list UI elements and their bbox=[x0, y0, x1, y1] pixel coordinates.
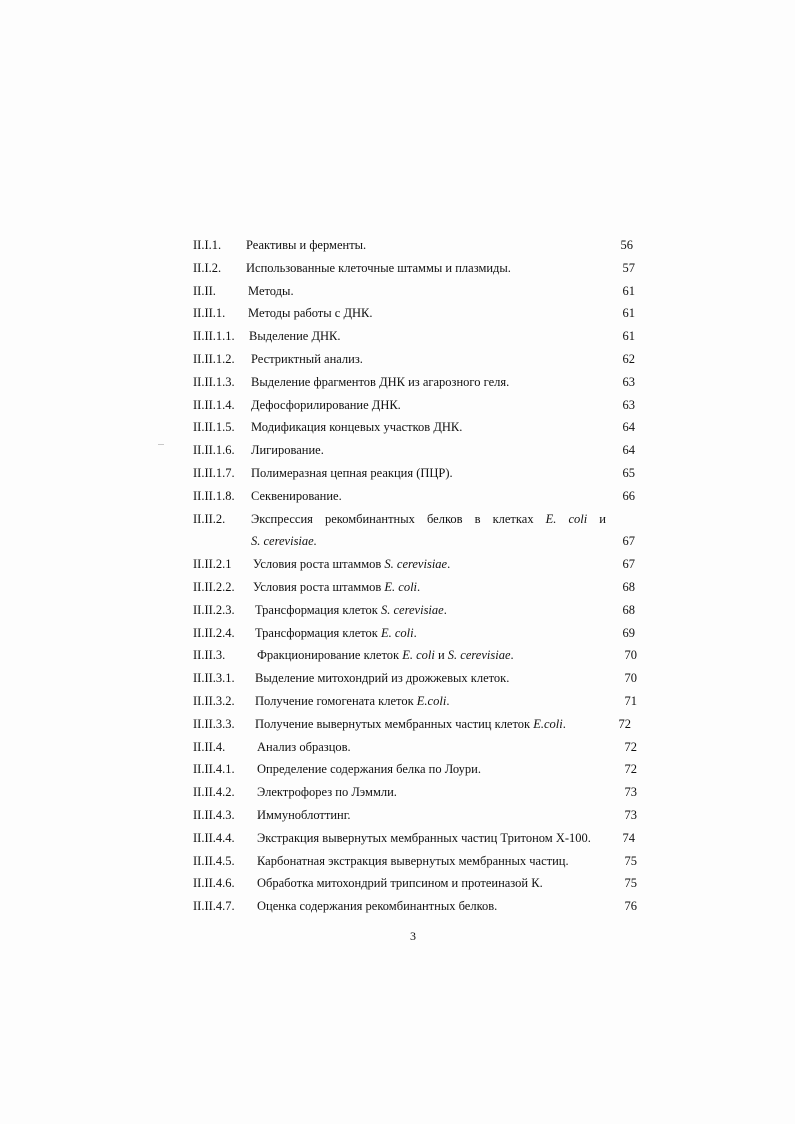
toc-title: Модификация концевых участков ДНК. bbox=[251, 420, 463, 435]
toc-row bbox=[193, 257, 643, 280]
toc-number: II.II.1.6. bbox=[193, 443, 235, 458]
toc-number: II.II.4.5. bbox=[193, 853, 235, 868]
toc-number: II.II.3.3. bbox=[193, 716, 235, 731]
toc-number: II.II.2.2. bbox=[193, 579, 235, 594]
toc-title: Условия роста штаммов S. cerevisiae. bbox=[253, 557, 451, 572]
toc-number: II.II.4.3. bbox=[193, 807, 235, 822]
toc-page: 56 bbox=[620, 238, 633, 252]
toc-number: II.II.1.8. bbox=[193, 488, 235, 503]
toc-row bbox=[193, 872, 643, 895]
toc-page: 66 bbox=[622, 488, 635, 503]
toc-title: Использованные клеточные штаммы и плазмиды. bbox=[246, 260, 511, 275]
toc-page: 61 bbox=[622, 283, 635, 298]
scan-artifact bbox=[158, 444, 164, 445]
toc-row bbox=[193, 394, 643, 417]
toc-page: 71 bbox=[624, 693, 637, 708]
toc-row bbox=[193, 302, 643, 325]
toc-title: Секвенирование. bbox=[251, 488, 342, 503]
toc-title: Карбонатная экстракция вывернутых мембранных частиц. bbox=[257, 853, 569, 868]
toc-number: II.II.1.5. bbox=[193, 420, 235, 435]
toc-page: 63 bbox=[622, 397, 635, 412]
toc-page: 62 bbox=[622, 351, 635, 366]
toc-title: Трансформация клеток S. cerevisiae. bbox=[255, 602, 447, 617]
toc-page: 65 bbox=[622, 465, 635, 480]
toc-title: Получение гомогената клеток E.coli. bbox=[255, 693, 450, 708]
toc-number: II.II.1. bbox=[193, 306, 226, 321]
toc-number: II.II.4. bbox=[193, 739, 226, 754]
toc-row bbox=[193, 850, 643, 873]
toc-row bbox=[193, 713, 643, 736]
toc-title: Экстракция вывернутых мембранных частиц Тритоном Х-100. bbox=[257, 830, 591, 845]
toc-number: II.II.4.1. bbox=[193, 762, 235, 777]
toc-row bbox=[193, 804, 643, 827]
toc-row bbox=[193, 348, 643, 371]
toc-title: Электрофорез по Лэммли. bbox=[257, 785, 397, 800]
toc-row bbox=[193, 439, 643, 462]
toc-title: Анализ образцов. bbox=[257, 739, 351, 754]
toc-page: 70 bbox=[624, 648, 637, 663]
toc-page: 63 bbox=[622, 374, 635, 389]
page-number: 3 bbox=[410, 929, 416, 943]
toc-title: Лигирование. bbox=[251, 443, 324, 458]
table-of-contents bbox=[193, 234, 643, 918]
toc-title-line-2: S. cerevisiae. bbox=[251, 534, 317, 549]
toc-title-multiline bbox=[251, 508, 606, 554]
toc-number: II.II.4.7. bbox=[193, 899, 235, 914]
toc-number: II.II.4.2. bbox=[193, 785, 235, 800]
toc-title: Трансформация клеток E. coli. bbox=[255, 625, 417, 640]
toc-number: II.II.1.4. bbox=[193, 397, 235, 412]
toc-title: Методы. bbox=[248, 283, 294, 298]
toc-number: II.II.1.1. bbox=[193, 329, 235, 344]
toc-page: 69 bbox=[622, 625, 635, 640]
toc-row bbox=[193, 827, 643, 850]
toc-number: II.I.2. bbox=[193, 260, 222, 275]
toc-page: 72 bbox=[624, 762, 637, 777]
toc-number: II.II.3.2. bbox=[193, 693, 235, 708]
toc-page: 68 bbox=[622, 579, 635, 594]
toc-row bbox=[193, 416, 643, 439]
toc-number: II.II.4.4. bbox=[193, 830, 235, 845]
toc-title-line-1: Экспрессия рекомбинантных белков в клетках E. coli и bbox=[251, 511, 606, 526]
toc-title: Методы работы с ДНК. bbox=[248, 306, 373, 321]
toc-row bbox=[193, 553, 643, 576]
toc-row bbox=[193, 234, 643, 257]
toc-page: 74 bbox=[622, 830, 635, 845]
toc-row bbox=[193, 736, 643, 759]
toc-page: 61 bbox=[622, 306, 635, 321]
toc-title: Обработка митохондрий трипсином и протеиназой К. bbox=[257, 876, 543, 891]
toc-row bbox=[193, 781, 643, 804]
toc-row bbox=[193, 280, 643, 303]
toc-page: 75 bbox=[624, 853, 637, 868]
toc-number: II.II.3.1. bbox=[193, 671, 235, 686]
toc-title: Определение содержания белка по Лоури. bbox=[257, 762, 481, 777]
toc-page: 75 bbox=[624, 876, 637, 891]
toc-title: Выделение митохондрий из дрожжевых клеток. bbox=[255, 671, 510, 686]
toc-page: 64 bbox=[622, 443, 635, 458]
toc-page: 73 bbox=[624, 807, 637, 822]
toc-title: Оценка содержания рекомбинантных белков. bbox=[257, 899, 498, 914]
toc-number: II.II.2.4. bbox=[193, 625, 235, 640]
toc-row bbox=[193, 758, 643, 781]
toc-title: Выделение ДНК. bbox=[249, 329, 341, 344]
toc-number: II.I.1. bbox=[193, 238, 222, 252]
toc-row bbox=[193, 325, 643, 348]
toc-title: Выделение фрагментов ДНК из агарозного геля. bbox=[251, 374, 510, 389]
toc-row bbox=[193, 371, 643, 394]
toc-row bbox=[193, 599, 643, 622]
toc-page: 73 bbox=[624, 785, 637, 800]
toc-number: II.II.1.2. bbox=[193, 351, 235, 366]
toc-page: 72 bbox=[618, 716, 631, 731]
toc-title: Условия роста штаммов E. coli. bbox=[253, 579, 421, 594]
toc-number: II.II.1.7. bbox=[193, 465, 235, 480]
toc-row bbox=[193, 462, 643, 485]
toc-page: 61 bbox=[622, 329, 635, 344]
toc-page: 67 bbox=[622, 557, 635, 572]
toc-row bbox=[193, 622, 643, 645]
toc-page: 57 bbox=[622, 260, 635, 275]
toc-number: II.II.1.3. bbox=[193, 374, 235, 389]
toc-page: 76 bbox=[624, 899, 637, 914]
toc-number: II.II.2.3. bbox=[193, 602, 235, 617]
toc-number: II.II.2.1 bbox=[193, 557, 232, 572]
toc-page: 68 bbox=[622, 602, 635, 617]
toc-row bbox=[193, 508, 643, 554]
toc-title: Фракционирование клеток E. coli и S. cerevisiae. bbox=[257, 648, 514, 663]
toc-title: Получение вывернутых мембранных частиц клеток E.coli. bbox=[255, 716, 566, 731]
toc-title: Иммуноблоттинг. bbox=[257, 807, 351, 822]
toc-page: 64 bbox=[622, 420, 635, 435]
toc-number: II.II.2. bbox=[193, 511, 226, 526]
toc-page: 70 bbox=[624, 671, 637, 686]
toc-number: II.II. bbox=[193, 283, 216, 298]
toc-title: Дефосфорилирование ДНК. bbox=[251, 397, 401, 412]
toc-page: 72 bbox=[624, 739, 637, 754]
toc-title: Рестриктный анализ. bbox=[251, 351, 363, 366]
toc-title: Реактивы и ферменты. bbox=[246, 238, 367, 252]
toc-row bbox=[193, 895, 643, 918]
toc-row bbox=[193, 644, 643, 667]
toc-row bbox=[193, 485, 643, 508]
toc-row bbox=[193, 667, 643, 690]
toc-row bbox=[193, 690, 643, 713]
toc-title: Полимеразная цепная реакция (ПЦР). bbox=[251, 465, 453, 480]
toc-number: II.II.4.6. bbox=[193, 876, 235, 891]
toc-row bbox=[193, 576, 643, 599]
toc-page: 67 bbox=[622, 534, 635, 549]
toc-number: II.II.3. bbox=[193, 648, 226, 663]
